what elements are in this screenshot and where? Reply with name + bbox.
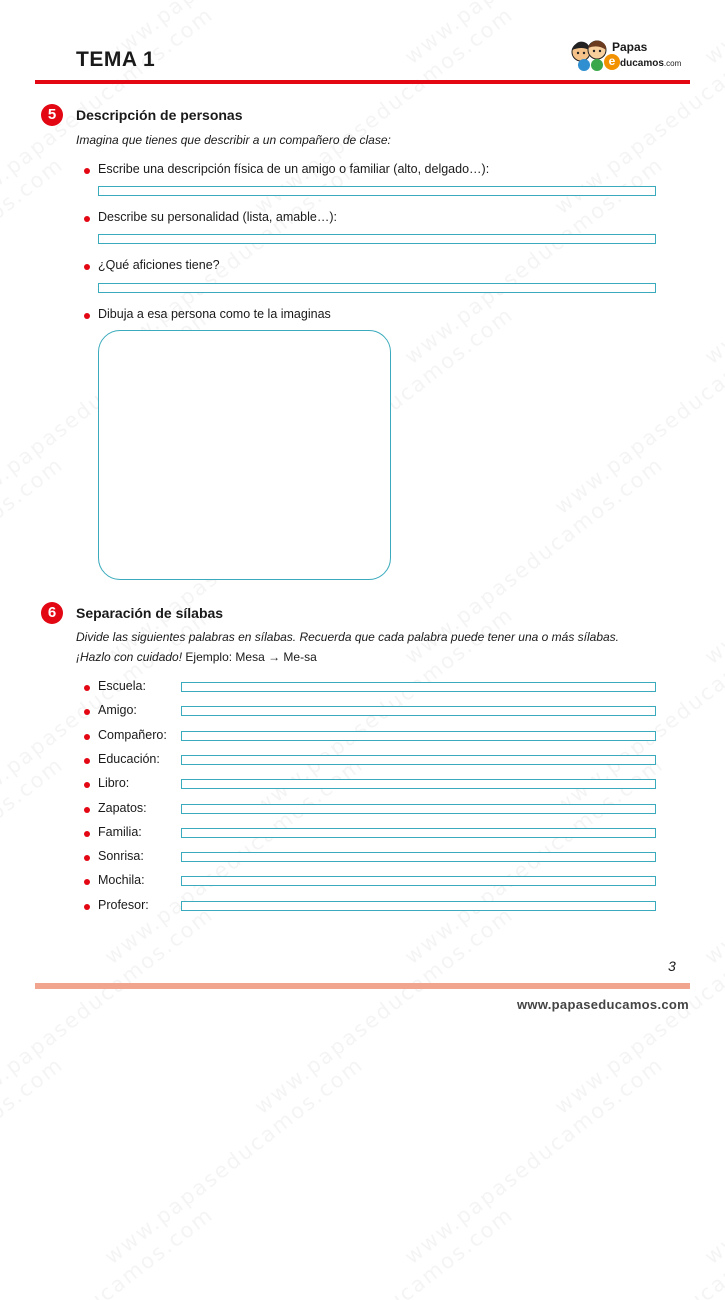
watermark-text: [250, 902, 518, 1119]
syllable-answer-line[interactable]: [181, 876, 656, 886]
watermark-text: [550, 1202, 725, 1300]
watermark-text: [0, 152, 68, 369]
section-6-instruction-line2: [76, 650, 317, 664]
logo-com: .com: [663, 59, 682, 68]
bullet-dot: [84, 758, 90, 764]
bullet-dot: [84, 685, 90, 691]
question-personality: Describe su personalidad (lista, amable…):: [98, 210, 337, 224]
watermark-text: [400, 1052, 668, 1269]
bullet-dot: [84, 904, 90, 910]
footer-bar: [35, 983, 690, 989]
bullet-dot: [84, 734, 90, 740]
watermark-text: [700, 152, 725, 369]
syllable-word-label: Profesor:: [98, 897, 149, 912]
syllable-word-label: Compañero:: [98, 727, 167, 742]
watermark-text: [700, 752, 725, 969]
header-divider: [35, 80, 690, 84]
syllable-answer-line[interactable]: [181, 755, 656, 765]
watermark-text: [0, 1052, 68, 1269]
bullet-dot: [84, 709, 90, 715]
syllable-word-label: Escuela:: [98, 679, 146, 693]
bullet-dot: [84, 168, 90, 174]
watermark-text: [100, 1052, 368, 1269]
syllable-answer-line[interactable]: [181, 804, 656, 814]
bullet-dot: [84, 807, 90, 813]
answer-line-personality[interactable]: [98, 234, 656, 244]
section-5-number: 5: [41, 104, 63, 126]
bullet-dot: [84, 216, 90, 222]
logo-educamos-text: ducamos: [620, 58, 664, 69]
section-6-instruction-line1: Divide las siguientes palabras en sílabas. Recuerda que cada palabra puede tener una o más sílabas.: [76, 630, 620, 644]
logo-educamos: [620, 58, 681, 69]
syllable-answer-line[interactable]: [181, 731, 656, 741]
watermark-text: [0, 902, 218, 1119]
page-title: TEMA 1: [76, 48, 156, 71]
bullet-dot: [84, 313, 90, 319]
footer-url: www.papaseducamos.com: [517, 997, 689, 1012]
answer-line-hobbies[interactable]: [98, 283, 656, 293]
watermark-text: [0, 452, 68, 669]
syllable-word-label: Educación:: [98, 751, 160, 766]
section-6-title: Separación de sílabas: [76, 605, 224, 621]
syllable-answer-line[interactable]: [181, 852, 656, 862]
section-5-instruction: Imagina que tienes que describir a un compañero de clase:: [76, 133, 391, 147]
watermark-text: [550, 302, 725, 519]
bullet-dot: [84, 782, 90, 788]
logo-kids-icon: [570, 38, 608, 72]
drawing-box[interactable]: [98, 330, 391, 580]
syllable-answer-line[interactable]: [181, 706, 656, 716]
watermark-text: [0, 752, 68, 969]
syllable-word-label: Amigo:: [98, 703, 137, 718]
syllable-answer-line[interactable]: [181, 901, 656, 911]
watermark-text: [700, 1052, 725, 1269]
section-6-number: 6: [41, 602, 63, 624]
syllable-word-label: Sonrisa:: [98, 849, 144, 864]
watermark-text: [700, 0, 725, 69]
watermark-text: [400, 152, 668, 369]
bullet-dot: [84, 264, 90, 270]
section-5-title: Descripción de personas: [76, 107, 243, 123]
syllable-word-label: Libro:: [98, 776, 130, 791]
watermark-text: [700, 452, 725, 669]
instruction-example: Ejemplo: Mesa → Me-sa: [182, 650, 317, 664]
bullet-dot: [84, 879, 90, 885]
watermark-text: [250, 1202, 518, 1300]
syllable-word-label: Familia:: [98, 824, 142, 839]
syllable-answer-line[interactable]: [181, 682, 656, 692]
question-hobbies: ¿Qué aficiones tiene?: [98, 258, 220, 272]
bullet-dot: [84, 855, 90, 861]
page-number: 3: [668, 958, 676, 974]
logo-papas: Papas: [612, 40, 648, 54]
question-physical: Escribe una descripción física de un amigo o familiar (alto, delgado…):: [98, 162, 490, 176]
syllable-answer-line[interactable]: [181, 779, 656, 789]
instruction-emphasis: ¡Hazlo con cuidado!: [76, 650, 183, 664]
watermark-text: [0, 0, 68, 69]
watermark-text: [0, 1202, 218, 1300]
logo-e-badge: e: [604, 54, 620, 70]
answer-line-physical[interactable]: [98, 186, 656, 196]
question-draw: Dibuja a esa persona como te la imaginas: [98, 307, 331, 321]
syllable-word-label: Mochila:: [98, 873, 145, 888]
syllable-word-label: Zapatos:: [98, 800, 147, 815]
logo: [570, 38, 695, 74]
syllable-answer-line[interactable]: [181, 828, 656, 838]
bullet-dot: [84, 831, 90, 837]
